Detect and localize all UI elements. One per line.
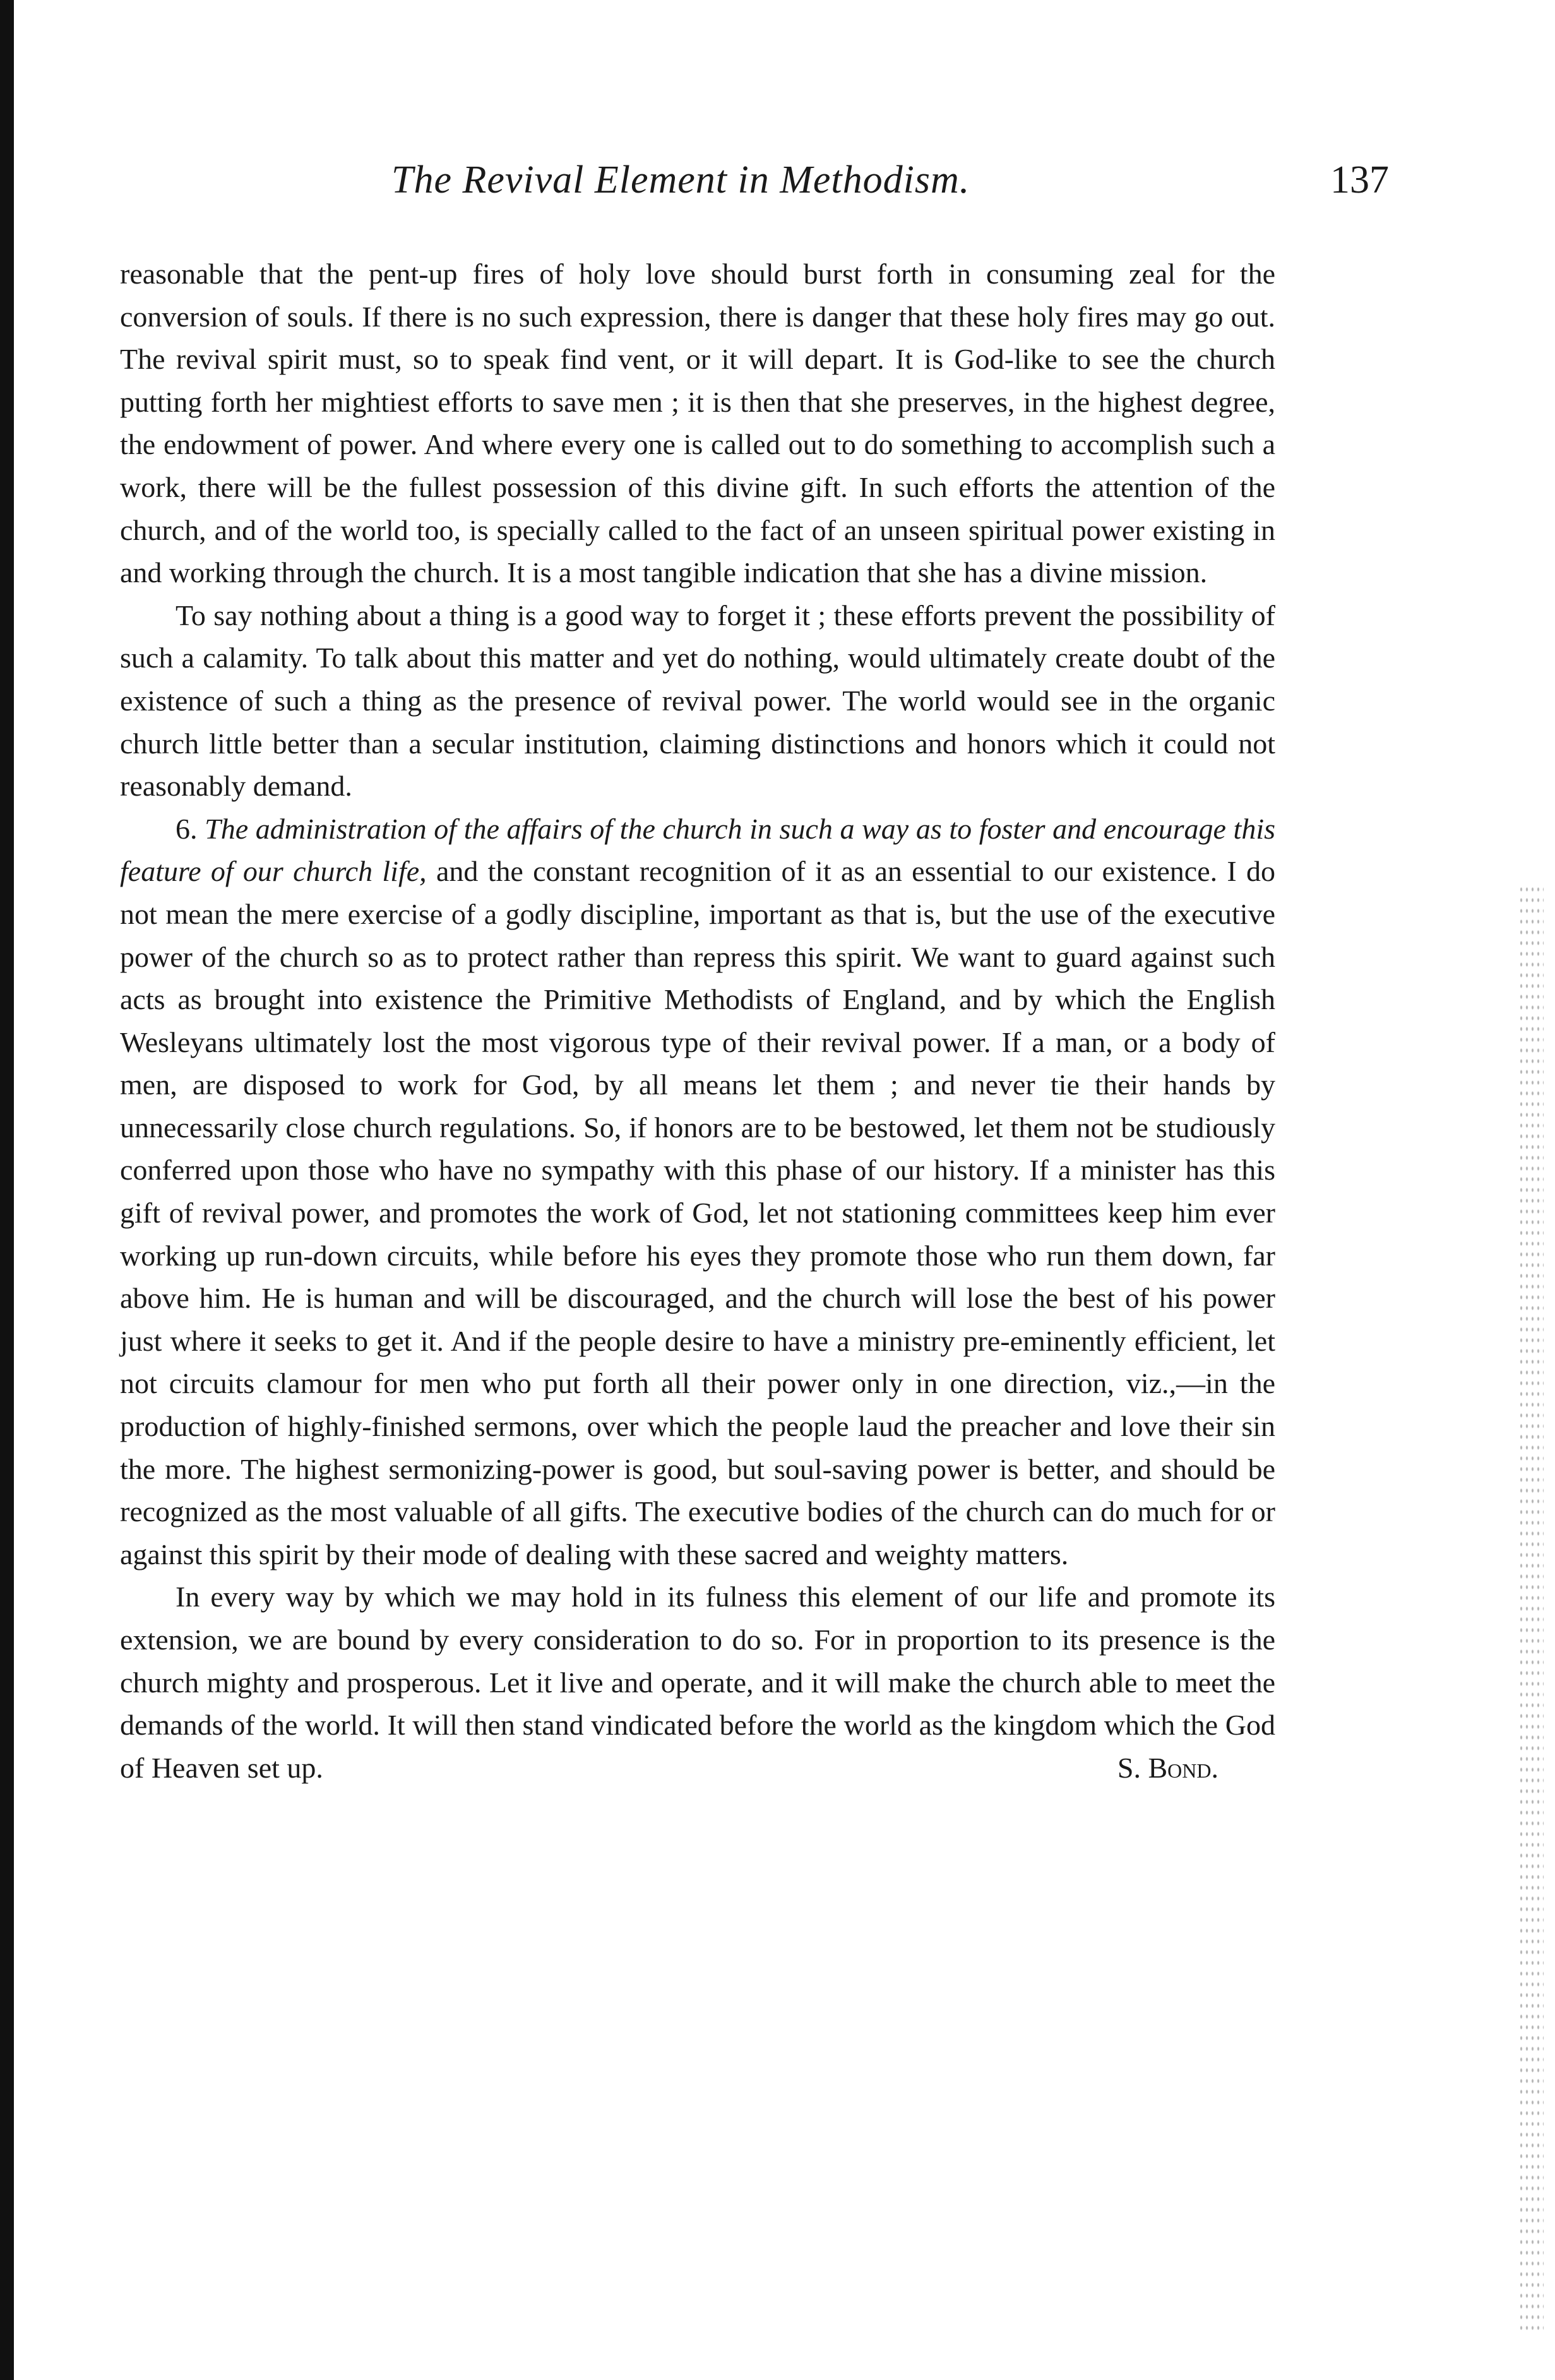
paragraph-3-text: and the constant recognition of it as an essential to our existence. I do not mean the mere exercise of a godly discipline, important as that is, but the use of the executive power of the church so as to protect rather than repress this spirit. We want to guard against such acts as brought into existence the Primitive Methodists of England, and by which the English Wesleyans ultimately lost the most vigorous type of their revival power. If a man, or a body of men, are disposed to work for God, by all means let them ; and never tie their hands by unnecessarily close church regulations. So, if honors are to be bestowed, let them not be studiously conferred upon those who have no sympathy with this phase of our history. If a minister has this gift of revival power, and promotes the work of God, let not stationing committees keep him ever working up run-down circuits, while before his eyes they promote those who run them down, far above him. He is human and will be discouraged, and the church will lose the best of his power just where it seeks to get it. And if the people desire to have a ministry pre-eminently efficient, let not circuits clamour for men who put forth all their power only in one direction, viz.,—in the production of highly-finished sermons, over which the people laud the preacher and love their sin the more. The highest sermonizing-power is good, but soul-saving power is better, and should be recognized as the most valuable of all gifts. The executive bodies of the church can do much for or against this spirit by their mode of dealing with these sacred and weighty matters. bbox=[120, 855, 1276, 1570]
author-signature: S. Bond. bbox=[1117, 1751, 1218, 1784]
paragraph-2: To say nothing about a thing is a good way to forget it ; these efforts prevent the possibility of such a calamity. To talk about this matter and yet do nothing, would ultimately create doubt of the existence of such a thing as the presence of revival power. The world would see in the organic church little better than a secular institution, claiming distinctions and honors which it could not reasonably demand. bbox=[120, 599, 1275, 803]
paragraph-3-italic-heading: The administration of the affairs of the church in such a way as to foster and encourage this feature of our church life, bbox=[120, 812, 1276, 888]
paragraph-3 bbox=[120, 808, 1275, 1576]
page-number: 137 bbox=[1330, 158, 1389, 201]
paragraph-3-number: 6. bbox=[176, 812, 198, 845]
scan-speckle bbox=[1518, 884, 1544, 2336]
article-body bbox=[120, 253, 1275, 1789]
paragraph-1: reasonable that the pent-up fires of holy love should burst forth in consuming zeal for the conversion of souls. If there is no such expression, there is danger that these holy fires may go out. The revival spirit must, so to speak find vent, or it will depart. It is God-like to see the church putting forth her mightiest efforts to save men ; it is then that she preserves, in the highest degree, the endowment of power. And where every one is called out to do something to accomplish such a work, there will be the fullest possession of this divine gift. In such efforts the attention of the church, and of the world too, is specially called to the fact of an unseen spiritual power existing in and working through the church. It is a most tangible indication that she has a divine mission. bbox=[120, 258, 1275, 589]
paragraph-4-text: In every way by which we may hold in its fulness this element of our life and promote its extension, we are bound by every consideration to do so. For in proportion to its presence is the church mighty and prosperous. Let it live and operate, and it will make the church able to meet the demands of the world. It will then stand vindicated before the world as the kingdom which the God of Heaven set up. bbox=[120, 1581, 1275, 1784]
page-header bbox=[114, 158, 1389, 215]
running-title: The Revival Element in Methodism. bbox=[391, 158, 970, 201]
binding-edge bbox=[0, 0, 14, 2380]
paragraph-4 bbox=[120, 1576, 1275, 1789]
